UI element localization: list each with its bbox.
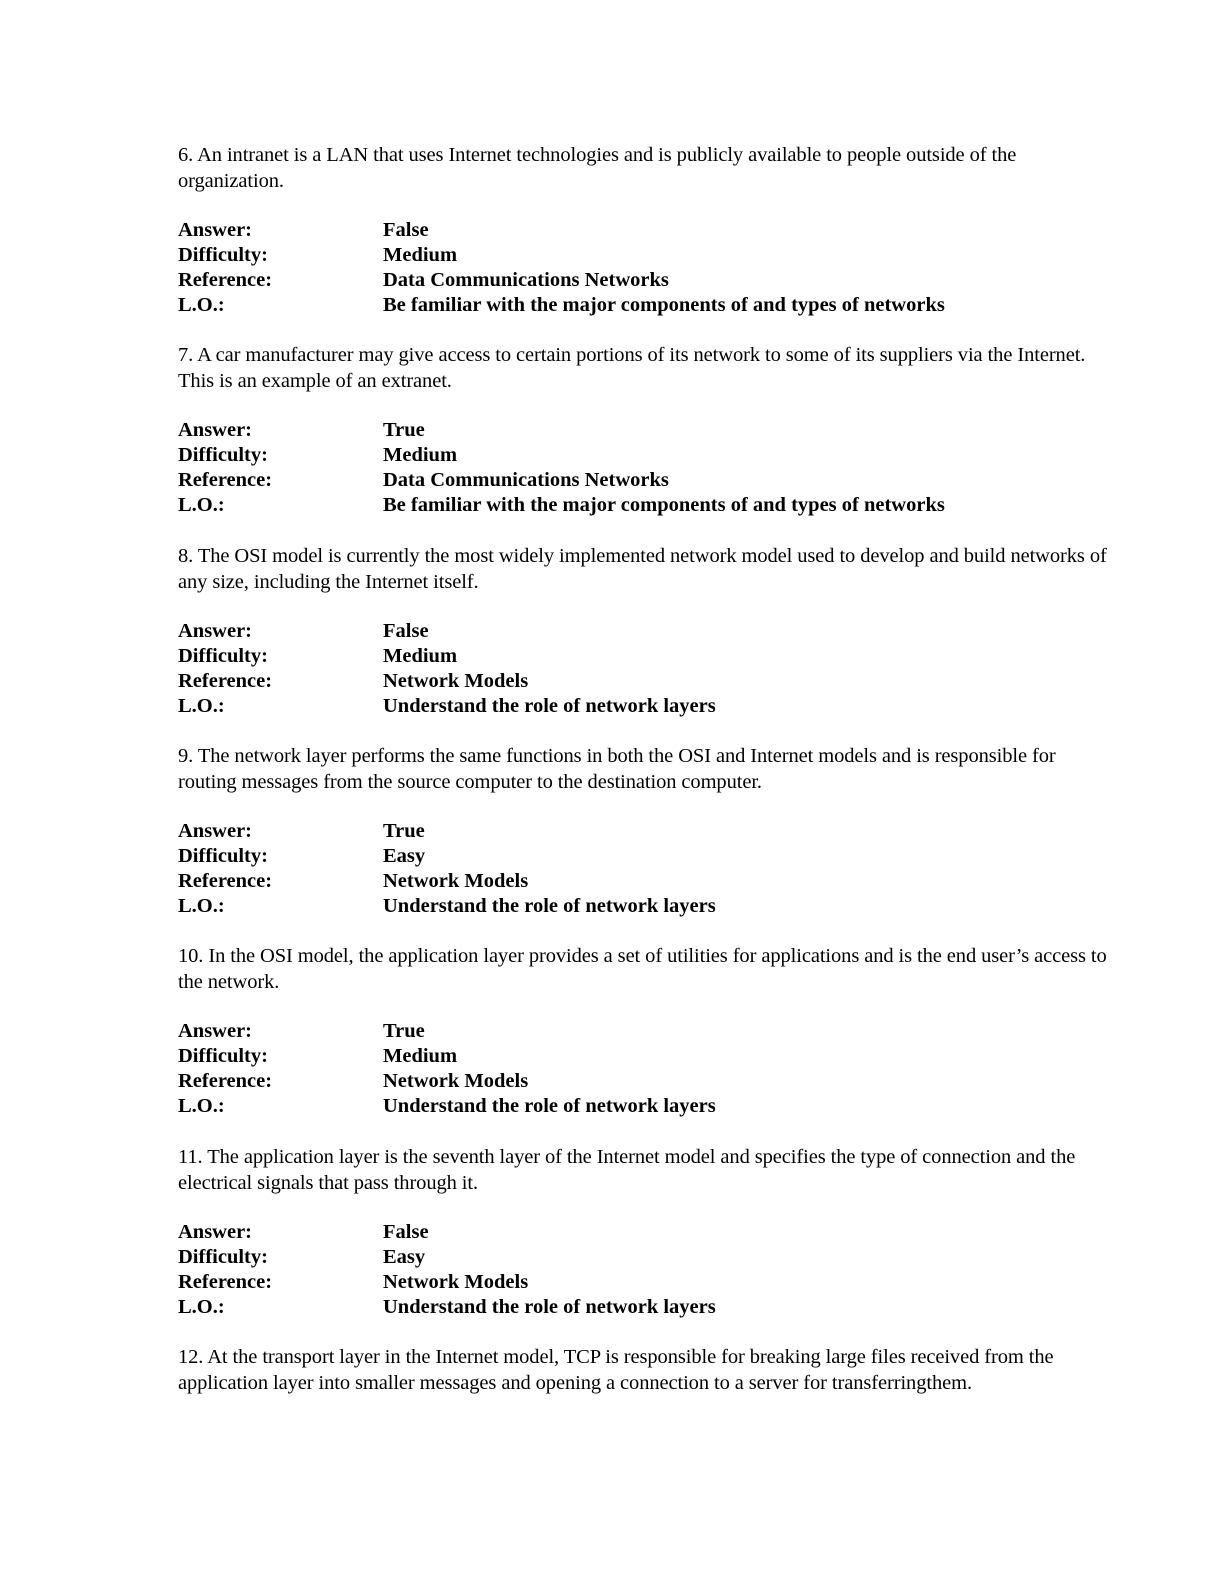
difficulty-row xyxy=(178,1245,1108,1270)
difficulty-value: Medium xyxy=(383,1045,458,1067)
difficulty-label: Difficulty: xyxy=(178,1246,268,1268)
difficulty-row xyxy=(178,1044,1108,1069)
difficulty-label: Difficulty: xyxy=(178,645,268,667)
question-text: 10. In the OSI model, the application layer provides a set of utilities for applications and is the end user’s access to the network. xyxy=(178,945,1107,993)
lo-label: L.O.: xyxy=(178,1296,225,1318)
reference-label: Reference: xyxy=(178,1070,273,1092)
lo-label: L.O.: xyxy=(178,1095,225,1117)
difficulty-value: Medium xyxy=(383,244,458,266)
reference-label: Reference: xyxy=(178,1271,273,1293)
lo-label: L.O.: xyxy=(178,494,225,516)
difficulty-value: Medium xyxy=(383,645,458,667)
answer-value: False xyxy=(383,1221,429,1243)
answer-value: True xyxy=(383,820,425,842)
reference-row xyxy=(178,468,1108,493)
reference-label: Reference: xyxy=(178,670,273,692)
reference-label: Reference: xyxy=(178,469,273,491)
difficulty-row xyxy=(178,443,1108,468)
difficulty-label: Difficulty: xyxy=(178,444,268,466)
difficulty-value: Medium xyxy=(383,444,458,466)
lo-row xyxy=(178,1295,1108,1320)
question-block xyxy=(178,944,1108,1119)
answer-label: Answer: xyxy=(178,820,253,842)
reference-label: Reference: xyxy=(178,269,273,291)
lo-row xyxy=(178,293,1108,318)
question-text: 9. The network layer performs the same functions in both the OSI and Internet models and is responsible for routing messages from the source computer to the destination computer. xyxy=(178,745,1056,793)
question-block xyxy=(178,744,1108,919)
question-block xyxy=(178,1345,1108,1396)
answer-label: Answer: xyxy=(178,1020,253,1042)
question-block xyxy=(178,544,1108,719)
difficulty-value: Easy xyxy=(383,845,426,867)
lo-value: Understand the role of network layers xyxy=(383,1095,716,1117)
reference-value: Network Models xyxy=(383,1070,529,1092)
difficulty-label: Difficulty: xyxy=(178,1045,268,1067)
difficulty-label: Difficulty: xyxy=(178,244,268,266)
lo-value: Understand the role of network layers xyxy=(383,895,716,917)
lo-value: Be familiar with the major components of and types of networks xyxy=(383,494,945,516)
lo-value: Be familiar with the major components of and types of networks xyxy=(383,294,945,316)
reference-value: Data Communications Networks xyxy=(383,469,669,491)
difficulty-label: Difficulty: xyxy=(178,845,268,867)
answer-value: False xyxy=(383,219,429,241)
reference-row xyxy=(178,669,1108,694)
reference-label: Reference: xyxy=(178,870,273,892)
answer-row xyxy=(178,619,1108,644)
answer-row xyxy=(178,418,1108,443)
reference-row xyxy=(178,1270,1108,1295)
question-block xyxy=(178,343,1108,518)
answer-label: Answer: xyxy=(178,1221,253,1243)
question-block xyxy=(178,143,1108,318)
answer-row xyxy=(178,218,1108,243)
answer-metadata xyxy=(178,418,1108,518)
question-text: 6. An intranet is a LAN that uses Internet technologies and is publicly available to people outside of the organization. xyxy=(178,144,1017,192)
lo-label: L.O.: xyxy=(178,695,225,717)
answer-label: Answer: xyxy=(178,620,253,642)
lo-row xyxy=(178,493,1108,518)
question-text: 11. The application layer is the seventh layer of the Internet model and specifies the type of connection and the electrical signals that pass through it. xyxy=(178,1146,1076,1194)
lo-label: L.O.: xyxy=(178,895,225,917)
reference-value: Network Models xyxy=(383,670,529,692)
reference-value: Network Models xyxy=(383,1271,529,1293)
lo-row xyxy=(178,1094,1108,1119)
lo-row xyxy=(178,894,1108,919)
answer-label: Answer: xyxy=(178,219,253,241)
question-text: 12. At the transport layer in the Internet model, TCP is responsible for breaking large files received from the application layer into smaller messages and opening a connection to a server for transferringthem. xyxy=(178,1346,1054,1394)
reference-row xyxy=(178,1069,1108,1094)
answer-value: True xyxy=(383,419,425,441)
lo-value: Understand the role of network layers xyxy=(383,695,716,717)
answer-row xyxy=(178,1220,1108,1245)
answer-value: True xyxy=(383,1020,425,1042)
lo-value: Understand the role of network layers xyxy=(383,1296,716,1318)
difficulty-row xyxy=(178,844,1108,869)
question-block xyxy=(178,1145,1108,1320)
answer-metadata xyxy=(178,218,1108,318)
lo-label: L.O.: xyxy=(178,294,225,316)
answer-metadata xyxy=(178,619,1108,719)
answer-label: Answer: xyxy=(178,419,253,441)
reference-value: Network Models xyxy=(383,870,529,892)
reference-row xyxy=(178,268,1108,293)
reference-value: Data Communications Networks xyxy=(383,269,669,291)
answer-metadata xyxy=(178,819,1108,919)
difficulty-value: Easy xyxy=(383,1246,426,1268)
answer-metadata xyxy=(178,1220,1108,1320)
answer-metadata xyxy=(178,1019,1108,1119)
difficulty-row xyxy=(178,243,1108,268)
answer-value: False xyxy=(383,620,429,642)
lo-row xyxy=(178,694,1108,719)
answer-row xyxy=(178,819,1108,844)
answer-row xyxy=(178,1019,1108,1044)
difficulty-row xyxy=(178,644,1108,669)
question-text: 7. A car manufacturer may give access to certain portions of its network to some of its suppliers via the Internet. This is an example of an extranet. xyxy=(178,344,1086,392)
reference-row xyxy=(178,869,1108,894)
question-text: 8. The OSI model is currently the most widely implemented network model used to develop and build networks of any size, including the Internet itself. xyxy=(178,545,1107,593)
